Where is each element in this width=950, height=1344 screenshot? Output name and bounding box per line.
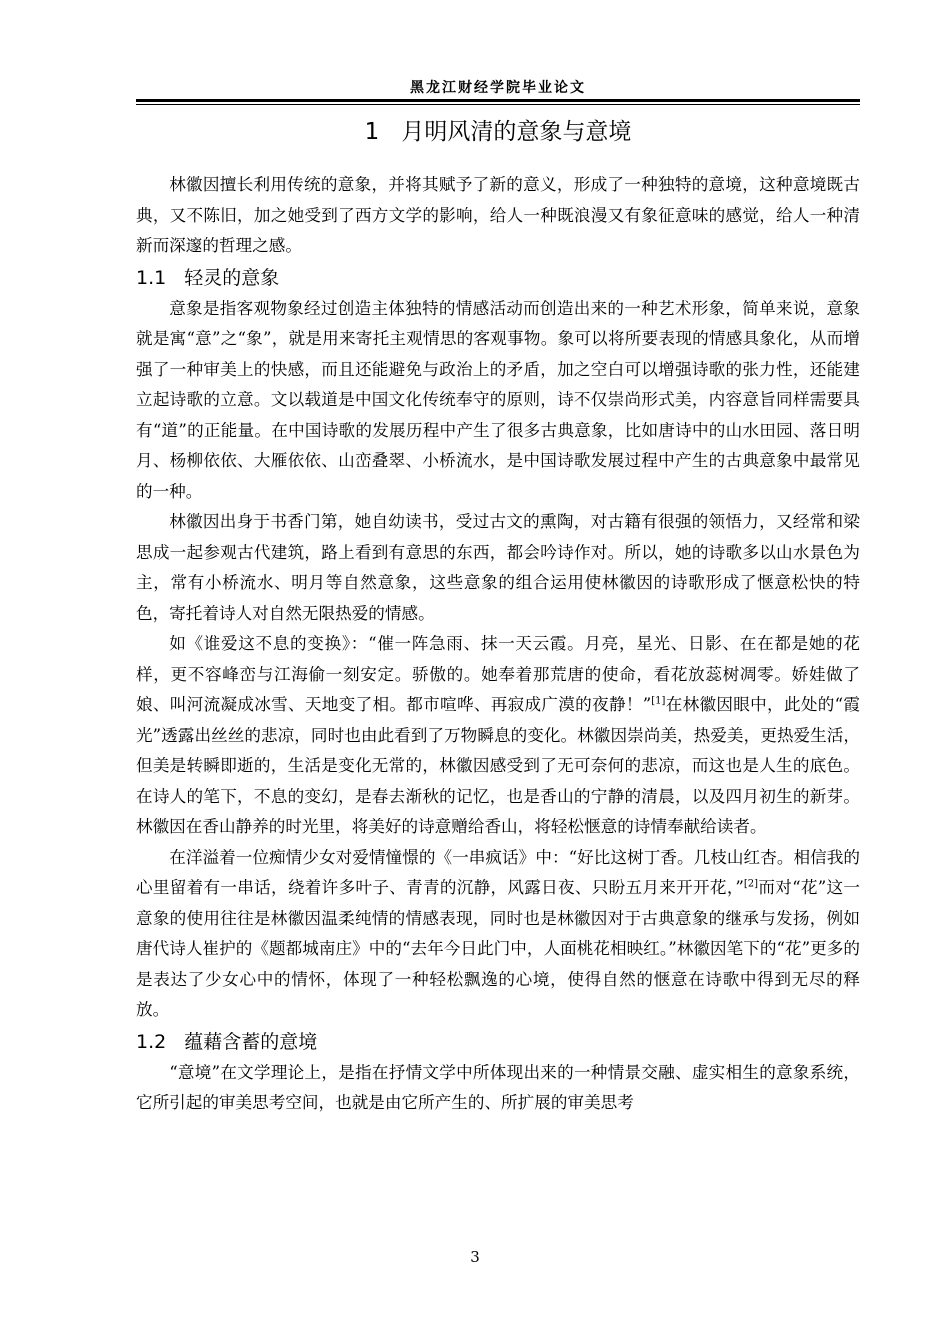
intro-paragraph: 林徽因擅长利用传统的意象，并将其赋予了新的意义，形成了一种独特的意境，这种意境既古典，又不陈旧，加之她受到了西方文学的影响，给人一种既浪漫又有象征意味的感觉，给人一种清新而深邃的哲理之感。 [136, 175, 860, 255]
paragraph-text: 而对“花”这一意象的使用往往是林徽因温柔纯情的情感表现，同时也是林徽因对于古典意象的继承与发扬，例如唐代诗人崔护的《题都城南庄》中的“去年今日此门中，人面桃花相映红。”林徽因笔下的“花”更多的是表达了少女心中的情怀，体现了一种轻松飘逸的心境，使得自然的惬意在诗歌中得到无尽的释放。 [136, 878, 861, 1019]
page-body [136, 112, 860, 1119]
section-number: 1.2 [136, 1030, 167, 1053]
running-header: 黑龙江财经学院毕业论文 [410, 80, 586, 96]
chapter-number: 1 [364, 119, 380, 145]
header-rule-thin [136, 104, 860, 105]
chapter-title-text: 月明风清的意象与意境 [401, 119, 632, 145]
body-paragraph: “意境”在文学理论上，是指在抒情文学中所体现出来的一种情景交融、虚实相生的意象系统，它所引起的审美思考空间，也就是由它所产生的、所扩展的审美思考 [136, 1062, 860, 1112]
citation-ref-2: [2] [743, 878, 759, 890]
paragraph-text: 如《谁爱这不息的变换》：“催一阵急雨、抹一天云霞。月亮，星光、日影、在在都是她的花样，更不容峰峦与江海偷一刻安定。骄傲的。她奉着那荒唐的使命，看花放蕊树凋零。娇娃做了娘、叫河流凝成冰雪、天地变了相。都市喧哗、再寂成广漠的夜静！” [136, 634, 860, 714]
paragraph-text: 在洋溢着一位痴情少女对爱情憧憬的《一串疯话》中：“好比这树丁香。几枝山红杏。相信我的心里留着有一串话，绕着许多叶子、青青的沉静，风露日夜、只盼五月来开开花，” [136, 847, 860, 897]
header-rule-thick [136, 99, 860, 102]
body-paragraph: 意象是指客观物象经过创造主体独特的情感活动而创造出来的一种艺术形象，简单来说，意象就是寓“意”之“象”，就是用来寄托主观情思的客观事物。象可以将所要表现的情感具象化，从而增强了一种审美上的快感，而且还能避免与政治上的矛盾，加之空白可以增强诗歌的张力性，还能建立起诗歌的立意。文以载道是中国文化传统奉守的原则，诗不仅崇尚形式美，内容意旨同样需要具有“道”的正能量。在中国诗歌的发展历程中产生了很多古典意象，比如唐诗中的山水田园、落日明月、杨柳依依、大雁依依、山峦叠翠、小桥流水，是中国诗歌发展过程中产生的古典意象中最常见的一种。 [136, 298, 860, 501]
section-title-text: 蕴藉含蓄的意境 [184, 1030, 318, 1053]
chapter-title [136, 112, 860, 152]
body-paragraph: 林徽因出身于书香门第，她自幼读书，受过古文的熏陶，对古籍有很强的领悟力，又经常和梁思成一起参观古代建筑，路上看到有意思的东西，都会吟诗作对。所以，她的诗歌多以山水景色为主，常有小桥流水、明月等自然意象，这些意象的组合运用使林徽因的诗歌形成了惬意松快的特色，寄托着诗人对自然无限热爱的情感。 [136, 512, 860, 623]
section-title-text: 轻灵的意象 [184, 266, 280, 289]
section-title-1-2 [136, 1026, 860, 1058]
section-number: 1.1 [136, 266, 167, 289]
citation-ref-1: [1] [651, 695, 666, 707]
body-paragraph [136, 843, 860, 1026]
paragraph-text: 在林徽因眼中，此处的“霞光”透露出丝丝的悲凉，同时也由此看到了万物瞬息的变化。林徽因崇尚美，热爱美，更热爱生活，但美是转瞬即逝的，生活是变化无常的，林徽因感受到了无可奈何的悲凉，而这也是人生的底色。在诗人的笔下，不息的变幻，是春去渐秋的记忆，也是香山的宁静的清晨，以及四月初生的新芽。林徽因在香山静养的时光里，将美好的诗意赠给香山，将轻松惬意的诗情奉献给读者。 [136, 695, 860, 836]
section-title-1-1 [136, 262, 860, 294]
page-number: 3 [470, 1248, 480, 1266]
body-paragraph [136, 629, 860, 843]
